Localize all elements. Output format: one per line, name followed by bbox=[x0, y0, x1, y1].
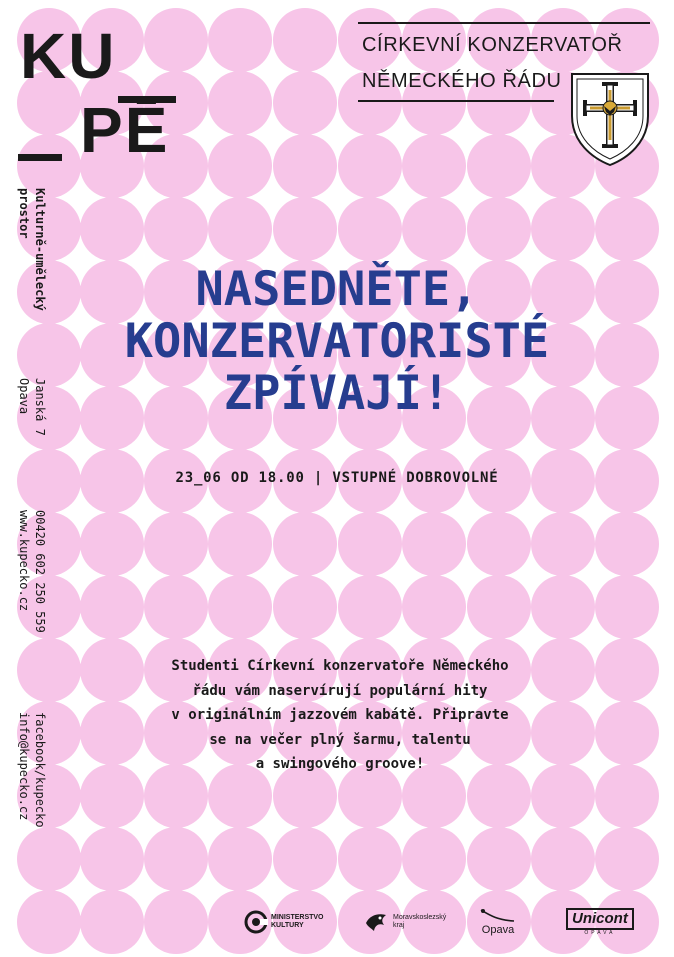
ministry-line-1: MINISTERSTVO bbox=[271, 914, 324, 921]
headline-line-1: NASEDNĚTE, bbox=[195, 262, 479, 317]
logo-line-1: KU bbox=[20, 20, 117, 92]
pattern-dot bbox=[273, 8, 337, 72]
pattern-dot bbox=[531, 512, 595, 576]
pattern-dot bbox=[467, 512, 531, 576]
region-bird-icon bbox=[364, 909, 390, 935]
unicont-subtitle: OPAVA bbox=[584, 930, 616, 936]
description-line-2: řádu vám naservírují populární hity bbox=[192, 682, 488, 699]
pattern-dot bbox=[208, 8, 272, 72]
pattern-dot bbox=[595, 512, 659, 576]
sidebar-address-city: Opava bbox=[17, 378, 31, 415]
sidebar-phone: 00420 602 250 559 bbox=[33, 510, 47, 633]
pattern-dot bbox=[208, 197, 272, 261]
teutonic-cross-shield-icon bbox=[568, 70, 652, 168]
moravian-silesian-region-logo bbox=[364, 900, 446, 944]
pattern-dot bbox=[595, 575, 659, 639]
pattern-dot bbox=[208, 134, 272, 198]
organizer-title-line-1: CÍRKEVNÍ KONZERVATOŘ bbox=[362, 34, 623, 56]
logo-underscore-bar bbox=[18, 154, 62, 161]
pattern-dot bbox=[338, 134, 402, 198]
unicont-wordmark: Unicont bbox=[566, 908, 634, 930]
pattern-dot bbox=[531, 197, 595, 261]
pattern-dot bbox=[402, 827, 466, 891]
pattern-dot bbox=[595, 197, 659, 261]
event-headline bbox=[0, 264, 674, 420]
logo-line-2: PĒ bbox=[80, 94, 170, 166]
pattern-dot bbox=[144, 890, 208, 954]
description-line-3: v originálním jazzovém kabátě. Připravte bbox=[171, 707, 509, 723]
pattern-dot bbox=[144, 512, 208, 576]
pattern-dot bbox=[80, 890, 144, 954]
pattern-dot bbox=[338, 827, 402, 891]
pattern-dot bbox=[338, 512, 402, 576]
pattern-dot bbox=[531, 575, 595, 639]
pattern-dot bbox=[80, 512, 144, 576]
headline-line-2: KONZERVATORISTÉ bbox=[124, 314, 550, 369]
pattern-dot bbox=[208, 827, 272, 891]
headline-line-3: ZPÍVAJÍ! bbox=[223, 366, 451, 421]
region-line-2: kraj bbox=[393, 922, 405, 929]
pattern-dot bbox=[17, 890, 81, 954]
pattern-dot bbox=[273, 512, 337, 576]
sidebar-facebook: facebook/kupecko bbox=[33, 712, 47, 828]
ministry-line-2: KULTURY bbox=[271, 922, 304, 929]
header-rule-top bbox=[358, 22, 650, 24]
pattern-dot bbox=[338, 575, 402, 639]
kupe-logo bbox=[18, 18, 178, 168]
pattern-dot bbox=[402, 575, 466, 639]
pattern-dot bbox=[273, 197, 337, 261]
sidebar-website: www.kupecko.cz bbox=[17, 510, 31, 612]
pattern-dot bbox=[17, 827, 81, 891]
sidebar-label-line-2: prostor bbox=[17, 188, 31, 239]
sidebar-address-street: Janská 7 bbox=[33, 378, 47, 436]
pattern-dot bbox=[467, 575, 531, 639]
unicont-logo bbox=[566, 900, 634, 944]
ministry-c-icon bbox=[244, 910, 268, 934]
pattern-dot bbox=[273, 827, 337, 891]
event-date-and-admission: 23_06 OD 18.00 | VSTUPNÉ DOBROVOLNÉ bbox=[175, 470, 499, 486]
pattern-dot bbox=[208, 512, 272, 576]
pattern-dot bbox=[531, 827, 595, 891]
sidebar-email: info@kupecko.cz bbox=[17, 712, 31, 821]
pattern-dot bbox=[273, 71, 337, 135]
pattern-dot bbox=[273, 575, 337, 639]
opava-swoosh-icon bbox=[478, 908, 518, 924]
pattern-dot bbox=[402, 197, 466, 261]
header-rule-bottom bbox=[358, 100, 554, 102]
pattern-dot bbox=[595, 827, 659, 891]
pattern-dot bbox=[144, 575, 208, 639]
pattern-dot bbox=[144, 827, 208, 891]
opava-city-logo bbox=[478, 900, 518, 944]
event-description bbox=[60, 654, 620, 777]
sidebar-label-line-1: Kulturně-umělecký bbox=[33, 188, 47, 311]
region-line-1: Moravskoslezský bbox=[393, 914, 447, 921]
opava-label: Opava bbox=[481, 924, 515, 936]
pattern-dot bbox=[144, 197, 208, 261]
ministry-of-culture-logo bbox=[244, 900, 324, 944]
pattern-dot bbox=[273, 134, 337, 198]
organizer-title-line-2: NĚMECKÉHO ŘÁDU bbox=[362, 70, 562, 92]
pattern-dot bbox=[467, 197, 531, 261]
pattern-dot bbox=[80, 575, 144, 639]
pattern-dot bbox=[80, 197, 144, 261]
pattern-dot bbox=[467, 134, 531, 198]
pattern-dot bbox=[402, 512, 466, 576]
pattern-dot bbox=[338, 197, 402, 261]
pattern-dot bbox=[467, 827, 531, 891]
description-line-5: a swingového groove! bbox=[255, 756, 425, 772]
description-line-1: Studenti Církevní konzervatoře Německého bbox=[171, 658, 509, 674]
pattern-dot bbox=[80, 827, 144, 891]
pattern-dot bbox=[208, 575, 272, 639]
pattern-dot bbox=[402, 134, 466, 198]
description-line-4: se na večer plný šarmu, talentu bbox=[209, 731, 471, 748]
pattern-dot bbox=[208, 71, 272, 135]
